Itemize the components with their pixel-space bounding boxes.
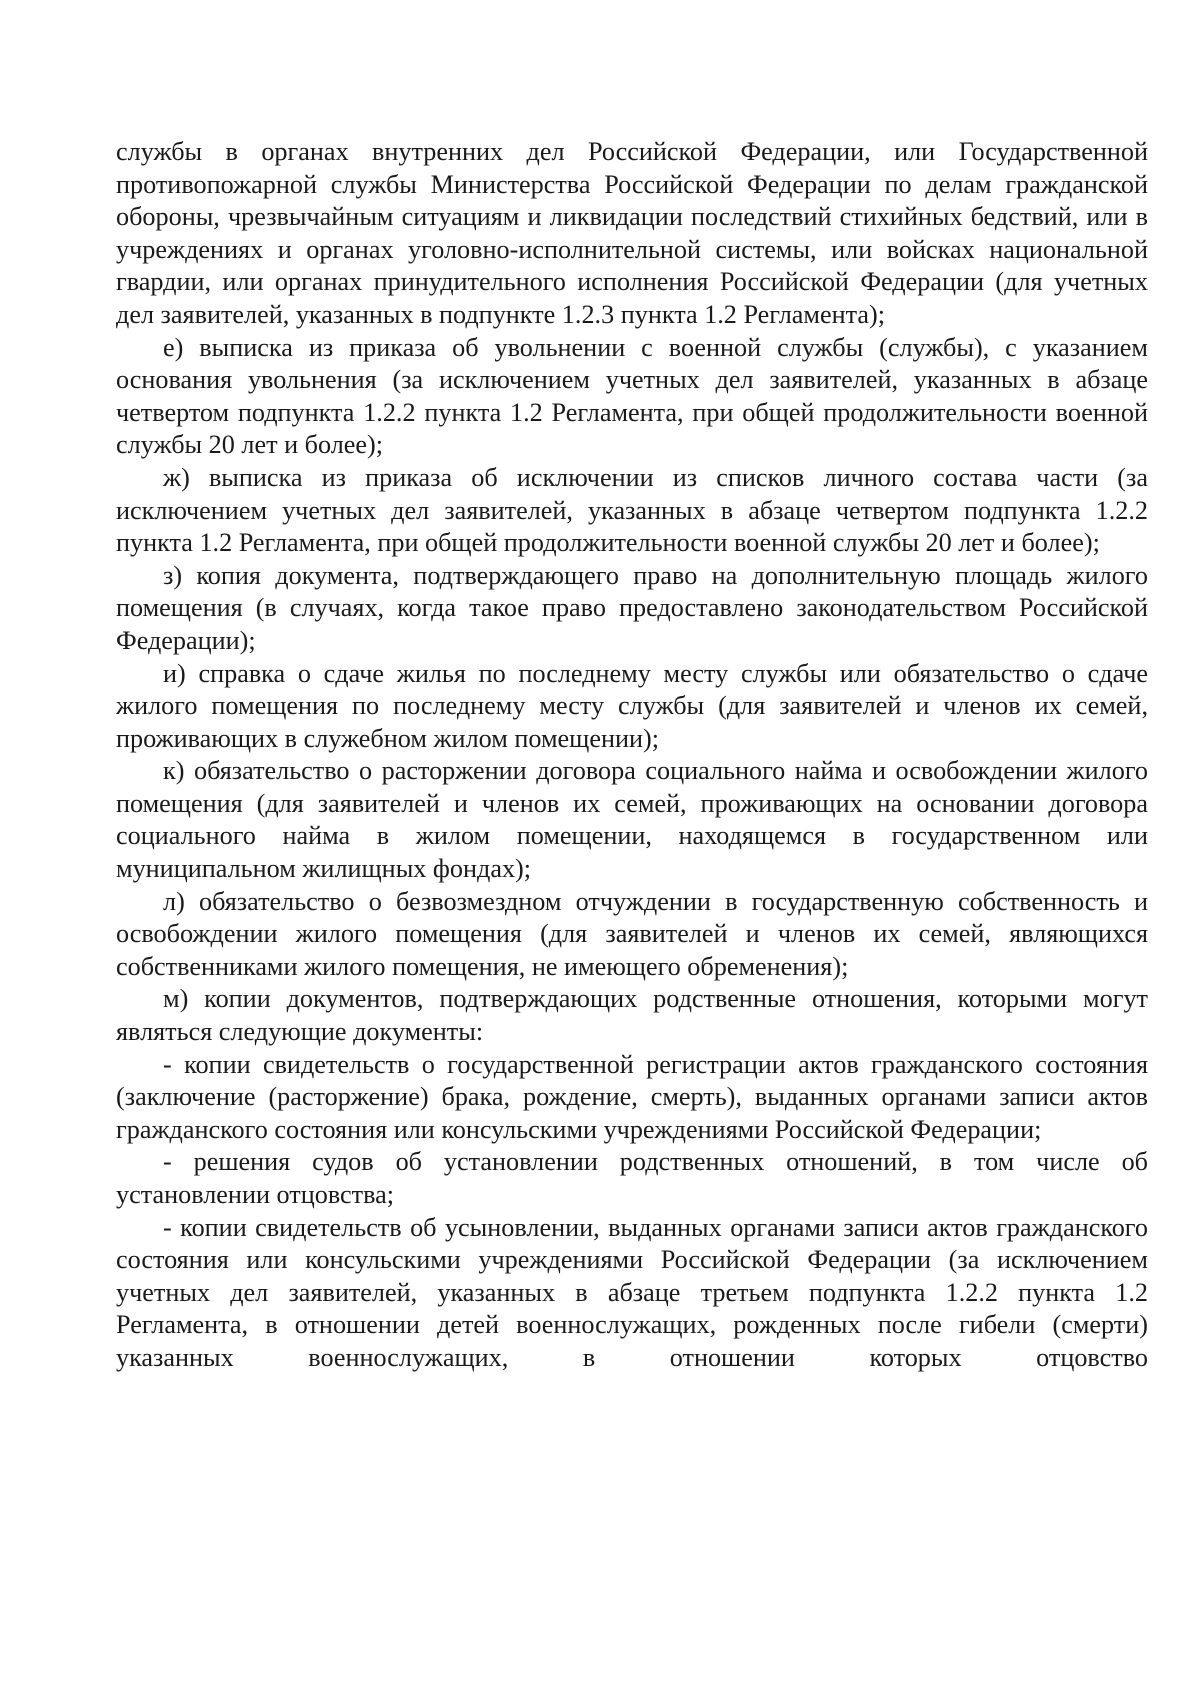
paragraph-item-k: к) обязательство о расторжении договора социального найма и освобождении жилого помещения (для заявителей и членов их семей, проживающих на основании договора социального найма в жилом помещении, находящемся в государственном или муниципальном жилищных фондах); [116, 756, 1148, 884]
paragraph-item-e: е) выписка из приказа об увольнении с военной службы (службы), с указанием основания увольнения (за исключением учетных дел заявителей, указанных в абзаце четвертом подпункта 1.2.2 пункта 1.2 Регламента, при общей продолжительности военной службы 20 лет и более); [116, 332, 1148, 460]
paragraph-item-l: л) обязательство о безвозмездном отчуждении в государственную собственность и освобождении жилого помещения (для заявителей и членов их семей, являющихся собственниками жилого помещения, не имеющего обременения); [116, 886, 1148, 981]
list-item-adoption-certificates: - копии свидетельств об усыновлении, выданных органами записи актов гражданского состояния или консульскими учреждениями Российской Федерации (за исключением учетных дел заявителей, указанных в абзаце третьем подпункта 1.2.2 пункта 1.2 Регламента, в отношении детей военнослужащих, рожденных после гибели (смерти) указанных военнослужащих, в отношении которых отцовство [116, 1212, 1148, 1372]
paragraph-item-zh: ж) выписка из приказа об исключении из списков личного состава части (за исключением учетных дел заявителей, указанных в абзаце четвертом подпункта 1.2.2 пункта 1.2 Регламента, при общей продолжительности военной службы 20 лет и более); [116, 462, 1148, 558]
paragraph-item-i: и) справка о сдаче жилья по последнему месту службы или обязательство о сдаче жилого помещения по последнему месту службы (для заявителей и членов их семей, проживающих в служебном жилом помещении); [116, 658, 1148, 753]
list-item-civil-status-certificates: - копии свидетельств о государственной регистрации актов гражданского состояния (заключение (расторжение) брака, рождение, смерть), выданных органами записи актов гражданского состояния или консульскими учреждениями Российской Федерации; [116, 1049, 1148, 1144]
list-item-court-decisions: - решения судов об установлении родственных отношений, в том числе об установлении отцовства; [116, 1147, 1148, 1209]
document-page [116, 136, 1148, 1375]
paragraph-item-z: з) копия документа, подтверждающего право на дополнительную площадь жилого помещения (в случаях, когда такое право предоставлено законодательством Российской Федерации); [116, 560, 1148, 655]
paragraph-item-m: м) копии документов, подтверждающих родственные отношения, которыми могут являться следующие документы: [116, 984, 1148, 1047]
paragraph-service-bodies: службы в органах внутренних дел Российской Федерации, или Государственной противопожарной службы Министерства Российской Федерации по делам гражданской обороны, чрезвычайным ситуациям и ликвидации последствий стихийных бедствий, или в учреждениях и органах уголовно-исполнительной системы, или войсках национальной гвардии, или органах принудительного исполнения Российской Федерации (для учетных дел заявителей, указанных в подпункте 1.2.3 пункта 1.2 Регламента); [116, 137, 1148, 329]
